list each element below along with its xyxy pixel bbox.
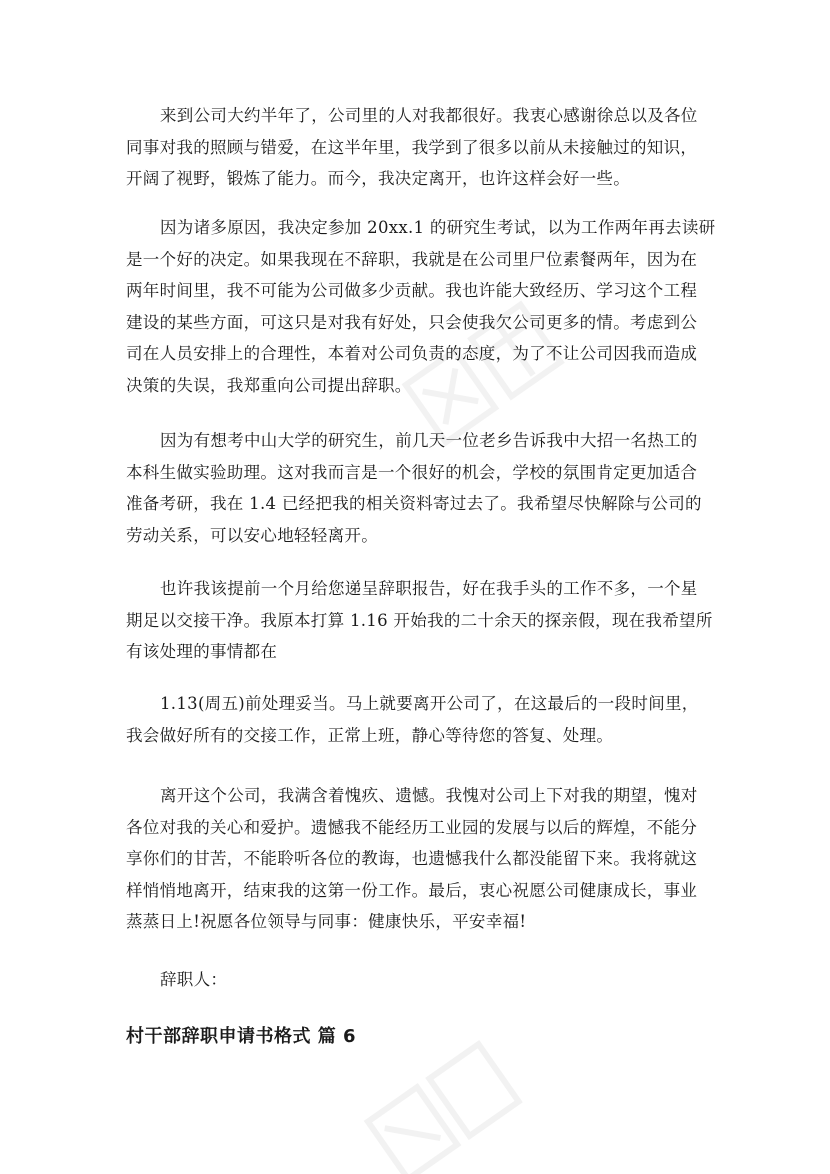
paragraph-line: 同事对我的照顾与错爱，在这半年里，我学到了很多以前从未接触过的知识， bbox=[126, 137, 698, 157]
paragraph-4 bbox=[126, 573, 713, 668]
paragraph-line: 司在人员安排上的合理性，本着对公司负责的态度，为了不让公司因我而造成 bbox=[126, 344, 698, 363]
paragraph-line: 期足以交接干净。我原本打算 1.16 开始我的二十余天的探亲假，现在我希望所 bbox=[126, 610, 713, 630]
paragraph-6 bbox=[126, 780, 704, 938]
paragraph-line: 是一个好的决定。如果我现在不辞职，我就是在公司里尸位素餐两年，因为在 bbox=[126, 249, 698, 269]
paragraph-line: 因为诸多原因，我决定参加 20xx.1 的研究生考试，以为工作两年再去读研 bbox=[160, 218, 716, 237]
paragraph-line: 本科生做实验助理。这对我而言是一个很好的机会，学校的氛围肯定更加适合 bbox=[126, 462, 698, 482]
paragraph-line: 建设的某些方面，可这只是对我有好处，只会使我欠公司更多的情。考虑到公 bbox=[126, 312, 698, 332]
paragraph-line: 享你们的甘苦，不能聆听各位的教诲，也遗憾我什么都没能留下来。我将就这 bbox=[126, 849, 698, 868]
paragraph-line: 各位对我的关心和爱护。遗憾我不能经历工业园的发展与以后的辉煌，不能分 bbox=[126, 817, 698, 837]
paragraph-line: 1.13(周五)前处理妥当。马上就要离开公司了，在这最后的一段时间里， bbox=[160, 694, 699, 713]
paragraph-2 bbox=[126, 212, 716, 401]
paragraph-line: 两年时间里，我不可能为公司做多少贡献。我也许能大致经历、学习这个工程 bbox=[126, 281, 698, 300]
paragraph-line: 因为有想考中山大学的研究生，前几天一位老乡告诉我中大招一名热工的 bbox=[160, 431, 698, 450]
signature-label: 辞职人： bbox=[160, 970, 228, 989]
paragraph-line: 准备考研，我在 1.4 已经把我的相关资料寄过去了。我希望尽快解除与公司的 bbox=[126, 494, 702, 513]
signature-line bbox=[126, 964, 704, 996]
paragraph-5 bbox=[126, 688, 704, 751]
paragraph-line: 开阔了视野，锻炼了能力。而今，我决定离开，也许这样会好一些。 bbox=[126, 169, 630, 188]
paragraph-line: 蒸蒸日上!祝愿各位领导与同事：健康快乐，平安幸福! bbox=[126, 912, 527, 931]
paragraph-1 bbox=[126, 100, 704, 195]
paragraph-line: 离开这个公司，我满含着愧疚、遗憾。我愧对公司上下对我的期望，愧对 bbox=[160, 786, 698, 805]
paragraph-line: 我会做好所有的交接工作，正常上班，静心等待您的答复、处理。 bbox=[126, 725, 614, 745]
paragraph-line: 也许我该提前一个月给您递呈辞职报告，好在我手头的工作不多，一个星 bbox=[160, 579, 698, 598]
paragraph-line: 有该处理的事情都在 bbox=[126, 642, 278, 661]
paragraph-line: 劳动关系，可以安心地轻轻离开。 bbox=[126, 525, 378, 545]
paragraph-line: 决策的失误，我郑重向公司提出辞职。 bbox=[126, 375, 412, 395]
paragraph-line: 样悄悄地离开，结束我的这第一份工作。最后，衷心祝愿公司健康成长，事业 bbox=[126, 880, 698, 900]
paragraph-3 bbox=[126, 425, 704, 551]
section-heading: 村干部辞职申请书格式 篇 6 bbox=[126, 1026, 357, 1047]
paragraph-line: 来到公司大约半年了，公司里的人对我都很好。我衷心感谢徐总以及各位 bbox=[160, 106, 698, 125]
